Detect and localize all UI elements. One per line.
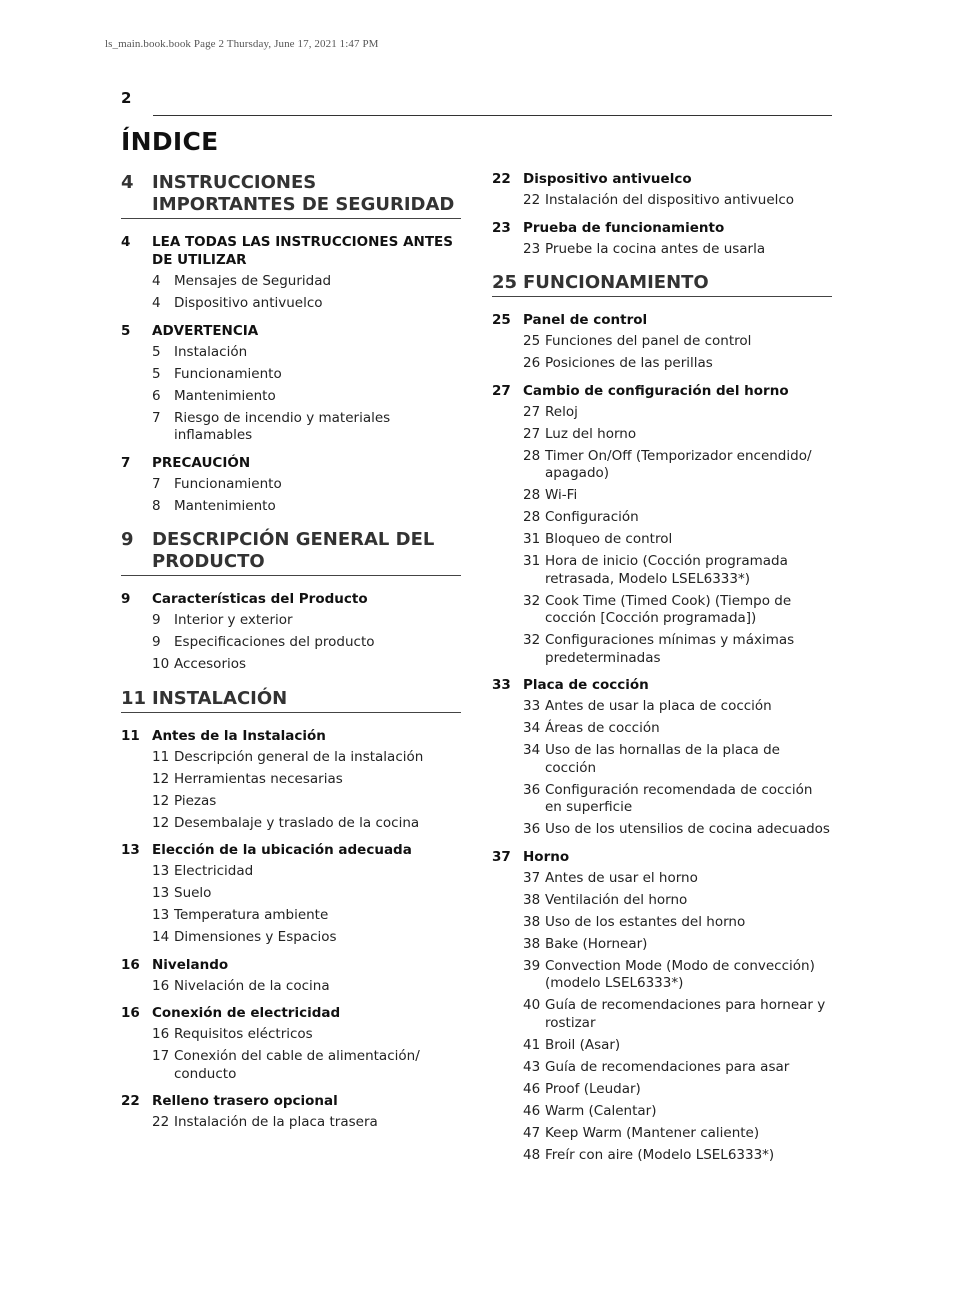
toc-section-heading[interactable] bbox=[492, 272, 832, 297]
entry-page-number: 37 bbox=[523, 869, 541, 886]
entry-page-number: 9 bbox=[152, 634, 161, 650]
entry-page-number: 38 bbox=[523, 891, 541, 908]
toc-group-heading[interactable] bbox=[121, 956, 461, 974]
group-page-number: 13 bbox=[121, 842, 140, 858]
entry-title: Dimensiones y Espacios bbox=[174, 929, 337, 945]
entry-page-number: 38 bbox=[523, 935, 541, 952]
entry-page-number: 31 bbox=[523, 531, 541, 547]
entry-page-number: 6 bbox=[152, 387, 161, 404]
toc-entry[interactable] bbox=[523, 448, 832, 483]
entry-title: Dispositivo antivuelco bbox=[174, 295, 323, 311]
entry-page-number: 32 bbox=[523, 592, 541, 609]
entry-page-number: 27 bbox=[523, 425, 541, 442]
toc-group bbox=[121, 590, 461, 674]
entry-page-number: 12 bbox=[152, 792, 170, 809]
entry-page-number: 11 bbox=[152, 748, 170, 765]
toc-entry[interactable] bbox=[152, 885, 461, 903]
entry-page-number: 36 bbox=[523, 821, 541, 837]
entry-page-number: 13 bbox=[152, 863, 170, 879]
entry-page-number: 28 bbox=[523, 509, 541, 525]
group-title: ADVERTENCIA bbox=[152, 322, 259, 339]
entry-title: Uso de los utensilios de cocina adecuados bbox=[545, 821, 830, 837]
toc-entry[interactable] bbox=[152, 612, 461, 630]
entry-page-number: 48 bbox=[523, 1146, 541, 1163]
toc-entry[interactable] bbox=[152, 1114, 461, 1132]
entry-page-number: 14 bbox=[152, 929, 170, 945]
entry-page-number: 9 bbox=[152, 612, 161, 628]
section-title: DESCRIPCIÓN GENERAL DEL PRODUCTO bbox=[152, 529, 435, 572]
entry-page-number: 12 bbox=[152, 814, 170, 831]
group-page-number: 11 bbox=[121, 727, 140, 744]
toc-entry[interactable] bbox=[152, 388, 461, 406]
entry-title: Posiciones de las perillas bbox=[545, 355, 713, 371]
toc-entry[interactable] bbox=[152, 1048, 461, 1083]
toc-entry[interactable] bbox=[152, 793, 461, 811]
toc-entry[interactable] bbox=[152, 295, 461, 313]
toc-section bbox=[121, 172, 461, 515]
entry-title: Convection Mode (Modo de convección) (modelo LSEL6333*) bbox=[545, 957, 815, 991]
toc-group bbox=[492, 382, 832, 668]
toc-entry[interactable] bbox=[523, 997, 832, 1032]
toc-section-heading[interactable] bbox=[121, 172, 461, 219]
entry-title: Proof (Leudar) bbox=[545, 1080, 641, 1097]
toc-group bbox=[492, 170, 832, 210]
toc-group bbox=[121, 1004, 461, 1083]
toc-entry[interactable] bbox=[523, 632, 832, 667]
entry-page-number: 41 bbox=[523, 1036, 541, 1053]
entry-title: Descripción general de la instalación bbox=[174, 748, 424, 765]
entry-page-number: 46 bbox=[523, 1102, 541, 1119]
header-rule bbox=[153, 115, 832, 116]
toc-entry[interactable] bbox=[152, 978, 461, 996]
toc-entry[interactable] bbox=[152, 1026, 461, 1044]
entry-page-number: 16 bbox=[152, 977, 170, 994]
entry-page-number: 40 bbox=[523, 997, 541, 1013]
toc-entry[interactable] bbox=[523, 914, 832, 932]
toc-section-heading[interactable] bbox=[121, 688, 461, 713]
toc-entry[interactable] bbox=[523, 355, 832, 373]
entry-page-number: 25 bbox=[523, 333, 541, 349]
entry-title: Mantenimiento bbox=[174, 387, 276, 404]
entry-page-number: 34 bbox=[523, 742, 541, 758]
entry-title: Ventilación del horno bbox=[545, 891, 688, 908]
page-number: 2 bbox=[121, 89, 132, 107]
entry-page-number: 23 bbox=[523, 240, 541, 257]
toc-entry[interactable] bbox=[152, 273, 461, 291]
toc-right-column bbox=[492, 170, 832, 1178]
toc-entry[interactable] bbox=[152, 863, 461, 881]
toc-section-heading[interactable] bbox=[121, 529, 461, 576]
group-page-number: 25 bbox=[492, 312, 511, 328]
toc-group-heading[interactable] bbox=[121, 1004, 461, 1022]
entry-title: Configuración recomendada de cocción en superficie bbox=[545, 781, 813, 815]
toc-entry[interactable] bbox=[523, 1059, 832, 1077]
entry-title: Suelo bbox=[174, 885, 212, 901]
group-title: Nivelando bbox=[152, 956, 229, 973]
toc-group bbox=[492, 676, 832, 839]
toc-group-heading[interactable] bbox=[492, 170, 832, 188]
toc-entry[interactable] bbox=[152, 410, 461, 445]
entry-page-number: 33 bbox=[523, 698, 541, 714]
entry-page-number: 38 bbox=[523, 913, 541, 930]
toc-entry[interactable] bbox=[152, 749, 461, 767]
section-page-number: 4 bbox=[121, 172, 134, 193]
toc-group bbox=[492, 219, 832, 259]
entry-page-number: 8 bbox=[152, 497, 161, 514]
entry-title: Luz del horno bbox=[545, 425, 637, 442]
section-title: FUNCIONAMIENTO bbox=[523, 272, 709, 293]
entry-page-number: 39 bbox=[523, 957, 541, 974]
entry-title: Instalación de la placa trasera bbox=[174, 1114, 378, 1130]
entry-title: Nivelación de la cocina bbox=[174, 977, 330, 994]
toc-entry[interactable] bbox=[523, 782, 832, 817]
toc-entry[interactable] bbox=[152, 929, 461, 947]
entry-title: Keep Warm (Mantener caliente) bbox=[545, 1124, 760, 1141]
toc-group bbox=[492, 311, 832, 373]
entry-page-number: 5 bbox=[152, 343, 161, 360]
entry-title: Instalación bbox=[174, 343, 248, 360]
group-title: Antes de la Instalación bbox=[152, 727, 326, 744]
toc-entry[interactable] bbox=[152, 907, 461, 925]
toc-entry[interactable] bbox=[523, 1103, 832, 1121]
entry-title: Riesgo de incendio y materiales inflamables bbox=[174, 409, 391, 443]
toc-entry[interactable] bbox=[152, 815, 461, 833]
toc-group-heading[interactable] bbox=[121, 841, 461, 859]
entry-title: Funciones del panel de control bbox=[545, 333, 752, 349]
entry-title: Wi-Fi bbox=[545, 487, 578, 503]
toc-entry[interactable] bbox=[523, 1081, 832, 1099]
group-title: LEA TODAS LAS INSTRUCCIONES ANTES DE UTILIZAR bbox=[152, 234, 453, 268]
toc-entry[interactable] bbox=[523, 192, 832, 210]
toc-entry[interactable] bbox=[523, 509, 832, 527]
group-page-number: 16 bbox=[121, 956, 140, 973]
toc-left-column bbox=[121, 172, 461, 1146]
entry-page-number: 4 bbox=[152, 295, 161, 311]
toc-entry[interactable] bbox=[152, 634, 461, 652]
toc-entry[interactable] bbox=[523, 487, 832, 505]
toc-entry[interactable] bbox=[523, 742, 832, 777]
section-title: INSTRUCCIONES IMPORTANTES DE SEGURIDAD bbox=[152, 172, 455, 215]
toc-entry[interactable] bbox=[523, 1147, 832, 1165]
group-title: Panel de control bbox=[523, 312, 648, 328]
group-page-number: 33 bbox=[492, 677, 511, 693]
toc-entry[interactable] bbox=[523, 241, 832, 259]
toc-entry[interactable] bbox=[152, 498, 461, 516]
section-page-number: 25 bbox=[492, 272, 518, 293]
toc-entry[interactable] bbox=[523, 936, 832, 954]
entry-title: Instalación del dispositivo antivuelco bbox=[545, 192, 795, 208]
entry-title: Requisitos eléctricos bbox=[174, 1026, 313, 1042]
group-page-number: 5 bbox=[121, 322, 131, 339]
toc-entry[interactable] bbox=[523, 531, 832, 549]
group-title: Horno bbox=[523, 848, 570, 865]
group-page-number: 4 bbox=[121, 234, 131, 250]
toc-section bbox=[121, 688, 461, 1132]
group-title: Placa de cocción bbox=[523, 677, 649, 693]
group-page-number: 22 bbox=[121, 1093, 140, 1109]
toc-group bbox=[121, 322, 461, 445]
toc-group-heading[interactable] bbox=[492, 848, 832, 866]
entry-title: Temperatura ambiente bbox=[174, 907, 329, 923]
entry-page-number: 22 bbox=[523, 192, 541, 208]
toc-entry[interactable] bbox=[523, 821, 832, 839]
toc-entry[interactable] bbox=[523, 553, 832, 588]
group-title: Cambio de configuración del horno bbox=[523, 382, 789, 399]
entry-page-number: 22 bbox=[152, 1114, 170, 1130]
entry-title: Desembalaje y traslado de la cocina bbox=[174, 814, 420, 831]
toc-group-heading[interactable] bbox=[492, 676, 832, 694]
entry-title: Timer On/Off (Temporizador encendido/ apagado) bbox=[545, 447, 812, 481]
toc-group bbox=[121, 956, 461, 996]
toc-group-heading[interactable] bbox=[492, 219, 832, 237]
entry-title: Conexión del cable de alimentación/ conducto bbox=[174, 1048, 420, 1082]
entry-title: Hora de inicio (Cocción programada retrasada, Modelo LSEL6333*) bbox=[545, 553, 788, 587]
entry-page-number: 36 bbox=[523, 781, 541, 798]
entry-title: Configuración bbox=[545, 509, 639, 525]
toc-group bbox=[121, 233, 461, 313]
entry-title: Mensajes de Seguridad bbox=[174, 273, 332, 289]
entry-page-number: 46 bbox=[523, 1080, 541, 1097]
toc-group bbox=[121, 841, 461, 947]
entry-page-number: 7 bbox=[152, 475, 161, 492]
toc-entry[interactable] bbox=[523, 404, 832, 422]
entry-page-number: 28 bbox=[523, 487, 541, 503]
entry-title: Áreas de cocción bbox=[545, 720, 660, 736]
toc-entry[interactable] bbox=[523, 958, 832, 993]
toc-group bbox=[492, 848, 832, 1165]
entry-page-number: 34 bbox=[523, 720, 541, 736]
toc-entry[interactable] bbox=[152, 656, 461, 674]
group-page-number: 22 bbox=[492, 171, 511, 187]
toc-section bbox=[492, 170, 832, 258]
entry-page-number: 28 bbox=[523, 447, 541, 464]
entry-title: Funcionamiento bbox=[174, 475, 282, 492]
group-title: Relleno trasero opcional bbox=[152, 1093, 338, 1109]
group-title: Dispositivo antivuelco bbox=[523, 171, 692, 187]
entry-page-number: 27 bbox=[523, 403, 541, 420]
entry-page-number: 47 bbox=[523, 1124, 541, 1141]
entry-page-number: 10 bbox=[152, 656, 170, 672]
toc-group-heading[interactable] bbox=[492, 382, 832, 400]
entry-title: Warm (Calentar) bbox=[545, 1102, 657, 1119]
entry-page-number: 26 bbox=[523, 355, 541, 371]
entry-title: Freír con aire (Modelo LSEL6333*) bbox=[545, 1146, 775, 1163]
toc-entry[interactable] bbox=[152, 771, 461, 789]
group-page-number: 9 bbox=[121, 591, 131, 607]
entry-title: Antes de usar el horno bbox=[545, 869, 698, 886]
page-title: ÍNDICE bbox=[121, 127, 219, 156]
entry-title: Antes de usar la placa de cocción bbox=[545, 698, 772, 714]
section-title: INSTALACIÓN bbox=[152, 687, 288, 709]
entry-title: Uso de las hornallas de la placa de cocción bbox=[545, 742, 780, 776]
entry-page-number: 43 bbox=[523, 1058, 541, 1075]
entry-title: Herramientas necesarias bbox=[174, 770, 343, 787]
toc-entry[interactable] bbox=[523, 426, 832, 444]
entry-page-number: 17 bbox=[152, 1048, 170, 1064]
entry-page-number: 12 bbox=[152, 770, 170, 787]
group-page-number: 7 bbox=[121, 454, 131, 471]
group-title: Características del Producto bbox=[152, 591, 368, 607]
entry-title: Broil (Asar) bbox=[545, 1036, 621, 1053]
toc-entry[interactable] bbox=[523, 870, 832, 888]
toc-section bbox=[492, 272, 832, 1164]
toc-entry[interactable] bbox=[152, 344, 461, 362]
toc-group bbox=[121, 1092, 461, 1132]
toc-entry[interactable] bbox=[523, 333, 832, 351]
entry-page-number: 13 bbox=[152, 907, 170, 923]
toc-group-heading[interactable] bbox=[121, 454, 461, 472]
entry-title: Mantenimiento bbox=[174, 497, 276, 514]
group-page-number: 23 bbox=[492, 219, 511, 236]
entry-page-number: 5 bbox=[152, 365, 161, 382]
toc-group-heading[interactable] bbox=[492, 311, 832, 329]
entry-page-number: 4 bbox=[152, 273, 161, 289]
entry-title: Guía de recomendaciones para asar bbox=[545, 1058, 790, 1075]
toc-group-heading[interactable] bbox=[121, 233, 461, 269]
toc-entry[interactable] bbox=[523, 1037, 832, 1055]
entry-title: Configuraciones mínimas y máximas predeterminadas bbox=[545, 632, 795, 666]
group-title: Conexión de electricidad bbox=[152, 1005, 341, 1021]
toc-group-heading[interactable] bbox=[121, 322, 461, 340]
toc-group bbox=[121, 454, 461, 516]
entry-page-number: 31 bbox=[523, 553, 541, 569]
toc-entry[interactable] bbox=[523, 1125, 832, 1143]
entry-title: Bake (Hornear) bbox=[545, 935, 648, 952]
toc-entry[interactable] bbox=[523, 593, 832, 628]
entry-title: Especificaciones del producto bbox=[174, 634, 375, 650]
entry-title: Interior y exterior bbox=[174, 612, 293, 628]
entry-page-number: 7 bbox=[152, 409, 161, 426]
toc-section bbox=[121, 529, 461, 674]
group-page-number: 16 bbox=[121, 1005, 140, 1021]
entry-title: Pruebe la cocina antes de usarla bbox=[545, 240, 766, 257]
toc-group-heading[interactable] bbox=[121, 727, 461, 745]
entry-title: Accesorios bbox=[174, 656, 247, 672]
entry-title: Reloj bbox=[545, 403, 578, 420]
toc-entry[interactable] bbox=[152, 476, 461, 494]
print-header: ls_main.book.book Page 2 Thursday, June 17, 2021 1:47 PM bbox=[105, 38, 379, 50]
toc-group-heading[interactable] bbox=[121, 590, 461, 608]
group-title: Prueba de funcionamiento bbox=[523, 219, 725, 236]
toc-entry[interactable] bbox=[523, 720, 832, 738]
toc-entry[interactable] bbox=[523, 892, 832, 910]
entry-title: Cook Time (Timed Cook) (Tiempo de cocción [Cocción programada]) bbox=[545, 592, 792, 626]
entry-page-number: 32 bbox=[523, 632, 541, 648]
entry-title: Piezas bbox=[174, 792, 217, 809]
entry-title: Funcionamiento bbox=[174, 365, 282, 382]
entry-page-number: 16 bbox=[152, 1026, 170, 1042]
toc-group bbox=[121, 727, 461, 833]
entry-title: Uso de los estantes del horno bbox=[545, 913, 746, 930]
toc-group-heading[interactable] bbox=[121, 1092, 461, 1110]
entry-page-number: 13 bbox=[152, 885, 170, 901]
toc-entry[interactable] bbox=[152, 366, 461, 384]
section-page-number: 11 bbox=[121, 687, 147, 709]
group-title: Elección de la ubicación adecuada bbox=[152, 842, 412, 858]
section-page-number: 9 bbox=[121, 529, 134, 550]
toc-entry[interactable] bbox=[523, 698, 832, 716]
entry-title: Guía de recomendaciones para hornear y rostizar bbox=[545, 997, 826, 1031]
group-page-number: 37 bbox=[492, 848, 511, 865]
group-page-number: 27 bbox=[492, 382, 511, 399]
group-title: PRECAUCIÓN bbox=[152, 454, 251, 471]
entry-title: Bloqueo de control bbox=[545, 531, 673, 547]
entry-title: Electricidad bbox=[174, 863, 254, 879]
